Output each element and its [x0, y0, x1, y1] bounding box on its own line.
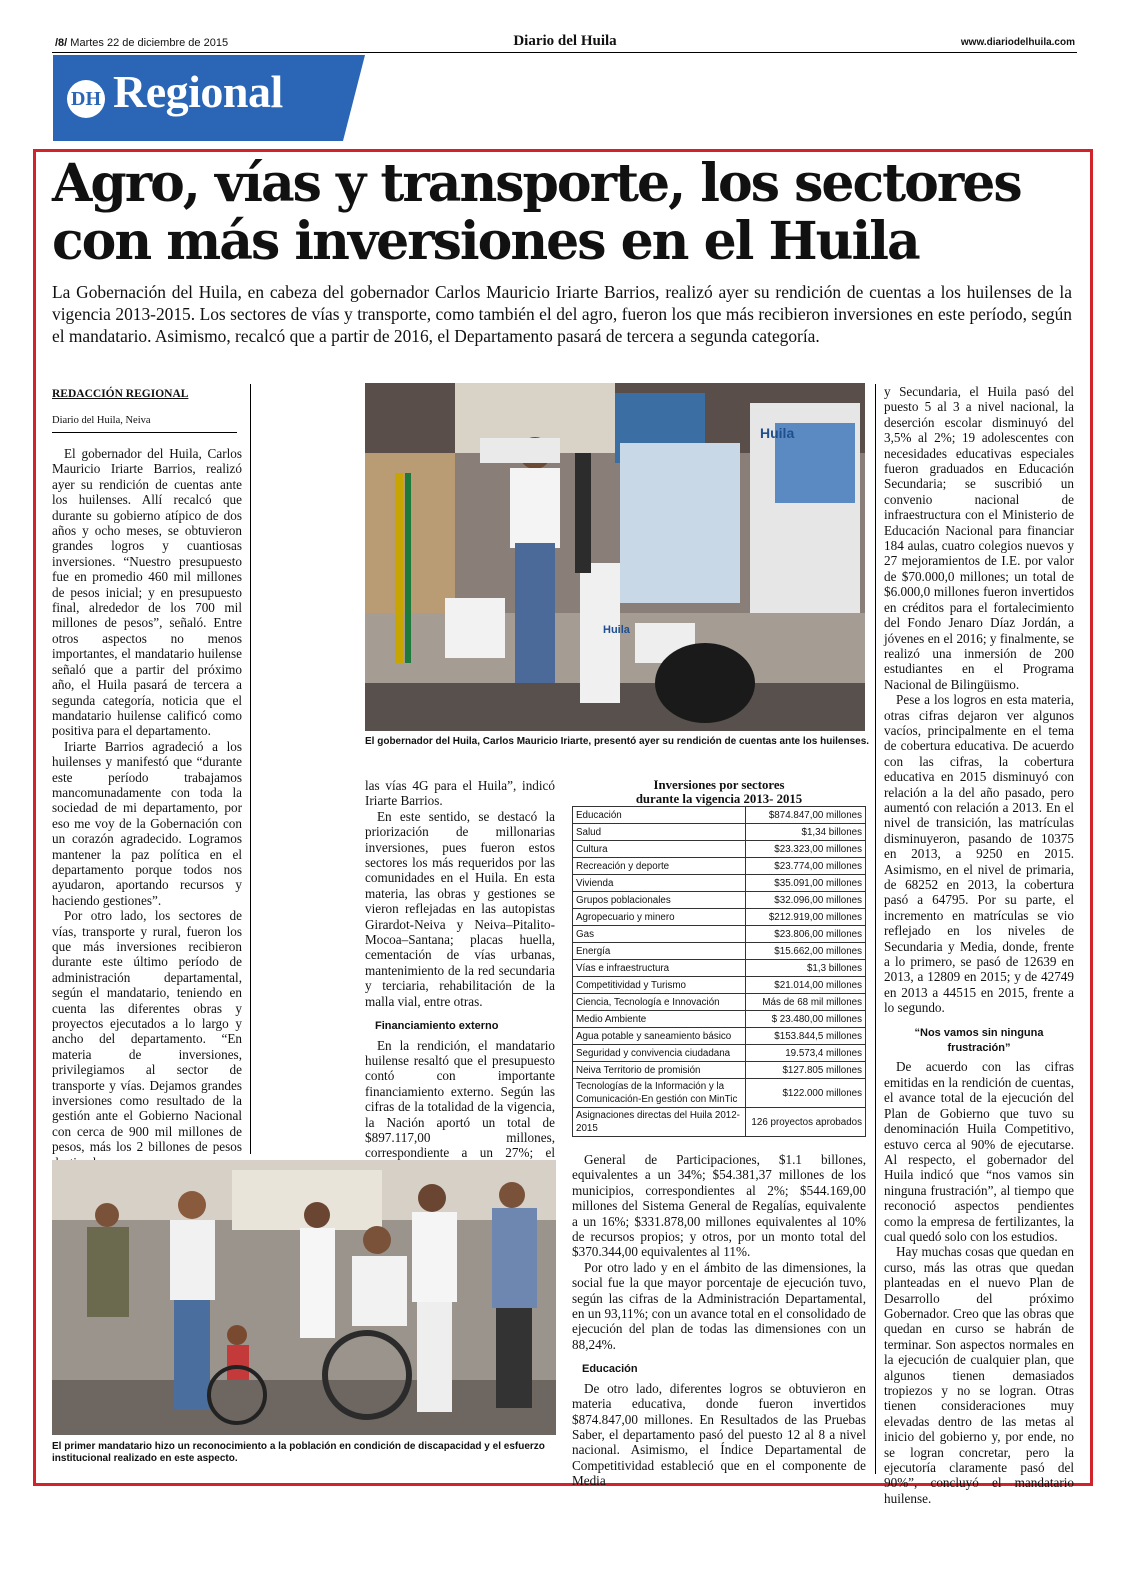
table-row [573, 977, 866, 994]
table-cell-value: 19.573,4 millones [746, 1045, 866, 1062]
table-cell-value: Más de 68 mil millones [746, 994, 866, 1011]
table-cell-sector: Seguridad y convivencia ciudadana [573, 1045, 746, 1062]
table-row [573, 858, 866, 875]
investment-table [572, 806, 866, 1137]
header-rule [52, 52, 1077, 53]
table-cell-sector: Gas [573, 926, 746, 943]
table-row [573, 1045, 866, 1062]
table-row [573, 824, 866, 841]
table-cell-sector: Salud [573, 824, 746, 841]
subheading-financiamiento: Financiamiento externo [375, 1020, 499, 1033]
table-row [573, 926, 866, 943]
article-headline: Agro, vías y transporte, los sectores con más inversiones en el Huila [52, 153, 1021, 272]
table-cell-sector: Ciencia, Tecnología e Innovación [573, 994, 746, 1011]
table-cell-value: $127.805 millones [746, 1062, 866, 1079]
governor-photo [365, 383, 865, 731]
paragraph: En la rendición, el mandatario huilense resaltó que el presupuesto contó con importante financiamiento externo. Según las cifras de la totalidad de la vigencia, la Nación aportó un total de $897.117,00 millones, correspondiente a un 27%; el [365, 1037, 555, 1161]
table-row [573, 1028, 866, 1045]
banner-fold [343, 55, 365, 141]
recognition-photo-illustration [52, 1160, 556, 1435]
table-row [573, 875, 866, 892]
column-1 [52, 446, 242, 1170]
table-cell-value: $35.091,00 millones [746, 875, 866, 892]
table-cell-sector: Tecnologías de la Información y la Comunicación-En gestión con MinTic [573, 1079, 746, 1108]
table-row [573, 1108, 866, 1137]
photo-caption: El gobernador del Huila, Carlos Mauricio Iriarte, presentó ayer su rendición de cuentas ante los huilenses. [365, 736, 870, 747]
table-cell-sector: Vías e infraestructura [573, 960, 746, 977]
column-divider [250, 384, 251, 1154]
recognition-photo [52, 1160, 556, 1435]
table-row [573, 892, 866, 909]
byline: REDACCIÓN REGIONAL [52, 388, 189, 400]
table-row [573, 960, 866, 977]
page-header [55, 33, 1075, 49]
table-row [573, 841, 866, 858]
table-cell-value: $1,3 billones [746, 960, 866, 977]
paragraph: En este sentido, se destacó la priorización de millonarias inversiones, pues fueron estos sectores los más requeridos por las comunidades en el Huila. En esta materia, las obras y gestiones se vieron reflejadas en las autopistas Girardot-Neiva y Neiva–Pitalito-Mocoa–Santana; placas huella, cementación de vías urbanas, mantenimiento de la red secundaria y terciaria, rehabilitación de la malla vial, entre otras. [365, 808, 555, 1009]
photo-podium-text: Huila [603, 624, 630, 636]
column-3 [572, 1152, 866, 1489]
table-cell-value: $212.919,00 millones [746, 909, 866, 926]
paragraph: Hay muchas cosas que quedan en curso, más las otras que quedan planteadas en el nuevo Plan de Desarrollo del próximo Gobernador. Creo que las obras que quedan en curso se habrán de terminar. Son aspectos normales en la ejecución de cualquier plan, que algunos tienen demasiados tropiezos y no se logran. Otras tienen consideraciones muy elevadas dentro de las metas al inicio del gobierno y, por ende, no se logran concretar, pero la ejecutoría claramente pasó del 90%”, concluyó el mandatario huilense. [884, 1244, 1074, 1506]
paragraph: Iriarte Barrios agradeció a los huilenses y manifestó que “durante este período trabajamos mancomunadamente con toda la sociedad de mi departamento, por eso me voy de la Gobernación con un corazón agradecido. Logramos mantener la paz política en el departamento porque todos nos ayudaron, aportando recursos y haciendo gestiones”. [52, 738, 242, 908]
column-divider [875, 384, 876, 1474]
table-cell-value: $15.662,00 millones [746, 943, 866, 960]
table-cell-sector: Cultura [573, 841, 746, 858]
article-lead: La Gobernación del Huila, en cabeza del gobernador Carlos Mauricio Iriarte Barrios, realizó ayer su rendición de cuentas a los huilenses de la vigencia 2013-2015. Los sectores de vías y transporte, como también el del agro, fueron los que más recibieron inversiones en este período, según el mandatario. Asimismo, recalcó que a partir de 2016, el Departamento pasará de tercera a segunda categoría. [52, 282, 1072, 346]
table-cell-value: $32.096,00 millones [746, 892, 866, 909]
table-cell-sector: Grupos poblacionales [573, 892, 746, 909]
table-cell-value: $23.806,00 millones [746, 926, 866, 943]
table-cell-sector: Competitividad y Turismo [573, 977, 746, 994]
table-cell-value: $874.847,00 millones [746, 807, 866, 824]
table-cell-value: $23.323,00 millones [746, 841, 866, 858]
table-cell-value: 126 proyectos aprobados [746, 1108, 866, 1137]
paper-url: www.diariodelhuila.com [960, 37, 1075, 48]
table-row [573, 1062, 866, 1079]
section-title: Regional [113, 66, 283, 117]
table-cell-value: $23.774,00 millones [746, 858, 866, 875]
issue-date: Martes 22 de diciembre de 2015 [70, 37, 229, 49]
paragraph: y Secundaria, el Huila pasó del puesto 5 al 3 a nivel nacional, la deserción escolar disminuyó del 3,5% al 2%; 19 adolescentes con necesidades educativas especiales fueron graduados en Educación Secundaria; se suscribió un convenio nacional de infraestructura con el Ministerio de Educación Nacional para financiar 184 aulas, cuatro colegios nuevos y 27 mejoramientos de I.E. por valor de $70.000,0 millones; un total de $6.000,0 millones fueron invertidos en créditos para el fortalecimiento del Fondo Jenaro Díaz Jordán, a jóvenes en el 2016; y finalmente, se realizó una inmersión de 200 estudiantes en el Programa Nacional de Bilingüismo. [884, 384, 1074, 692]
table-cell-value: $ 23.480,00 millones [746, 1011, 866, 1028]
table-row [573, 1079, 866, 1108]
table-cell-sector: Energía [573, 943, 746, 960]
table-cell-value: $21.014,00 millones [746, 977, 866, 994]
paper-name: Diario del Huila [513, 33, 617, 49]
bottom-photo-caption: El primer mandatario hizo un reconocimiento a la población en condición de discapacidad y el esfuerzo institucional realizado en este aspecto. [52, 1441, 545, 1464]
investment-table-box [572, 778, 866, 1137]
table-cell-sector: Recreación y deporte [573, 858, 746, 875]
table-row [573, 909, 866, 926]
paragraph: El gobernador del Huila, Carlos Mauricio Iriarte Barrios, realizó ayer su rendición de cuentas ante los huilenses. Allí recalcó que durante su gobierno atípico de dos años y ocho meses, se obtuvieron grandes logros y cuantiosas inversiones. “Nuestro presupuesto fue en promedio 460 mil millones de pesos inicial; y en presupuesto final, alrededor de los 700 mil millones de pesos”, señaló. Entre otros aspectos no menos importantes, el mandatario huilense señaló que a partir del próximo año, el Huila pasará de tercera a segunda categoría, noticia que el mandatario huilense calificó como positiva para el departamento. [52, 446, 242, 739]
table-cell-value: $1,34 billones [746, 824, 866, 841]
paragraph: De acuerdo con las cifras emitidas en la rendición de cuentas, el avance total de la ejecución del Plan de Gobierno que tuvo su denominación Huila Competitivo, estuvo cerca al 90% de ejecutarse. Al respecto, el gobernador del Huila indicó que “nos vamos sin ninguna frustración”, al tiempo que reconoció aspectos pendientes como la empresa de fertilizantes, la cual quedó solo con los estudios. [884, 1059, 1074, 1244]
table-title-line-2: durante la vigencia 2013- 2015 [635, 792, 803, 806]
table-row [573, 807, 866, 824]
table-title-line-1: Inversiones por sectores [653, 778, 785, 792]
column-2 [365, 778, 555, 1176]
photo-sign-text: Huila [760, 425, 795, 441]
table-row [573, 943, 866, 960]
table-cell-sector: Vivienda [573, 875, 746, 892]
table-cell-sector: Agropecuario y minero [573, 909, 746, 926]
paragraph: las vías 4G para el Huila”, indicó Iriarte Barrios. [365, 778, 555, 809]
table-row [573, 994, 866, 1011]
page-number: /8/ [55, 37, 68, 49]
subheading-frustracion: “Nos vamos sin ninguna frustración” [914, 1026, 1044, 1055]
table-cell-sector: Neiva Territorio de promisión [573, 1062, 746, 1079]
dateline: Diario del Huila, Neiva [52, 415, 151, 426]
table-cell-sector: Medio Ambiente [573, 1011, 746, 1028]
column-4 [884, 384, 1074, 1506]
paragraph: Pese a los logros en esta materia, otras cifras dejaron ver algunos vacíos, principalmente en el tema de cobertura educativa. De acuerdo con las cifras, la cobertura educativa en 2015 disminuyó con relación a la del año pasado, pero aumentó con relación a 2013. En el nivel de transición, las matrículas disminuyeron, pasando de 10375 en 2013, a 9250 en 2015. Asimismo, en el nivel de primaria, de 68252 en 2013, la cobertura pasó a 64795. Por su parte, el incremento en matrículas se vio reflejado en los niveles de Secundaria y Media, donde, frente a lo primero, se pasó de 12639 en 2013, a 12809 en 2015; y de 42749 en 2013 a 44515 en 2015, frente a lo segundo. [884, 692, 1074, 1016]
table-cell-sector: Educación [573, 807, 746, 824]
governor-photo-illustration [365, 383, 865, 731]
table-cell-sector: Agua potable y saneamiento básico [573, 1028, 746, 1045]
byline-rule [52, 432, 237, 433]
subheading-educacion: Educación [582, 1363, 638, 1376]
table-cell-value: $122.000 millones [746, 1079, 866, 1108]
paragraph: De otro lado, diferentes logros se obtuvieron en materia educativa, donde fueron invertidos $874.847,00 millones. En Resultados de las Pruebas Saber, el departamento pasó del puesto 12 al 8 a nivel nacional. Asimismo, el Índice Departamental de Competitividad estableció que en el componente de Media [572, 1380, 866, 1489]
section-banner [53, 55, 343, 141]
paragraph: Por otro lado y en el ámbito de las dimensiones, la social fue la que mayor porcentaje de ejecución tuvo, según las cifras de la Administración Departamental, en un 93,11%; con un avance total en el consolidado de ejecución del plan de todas las dimensiones con un 88,24%. [572, 1259, 866, 1352]
table-row [573, 1011, 866, 1028]
table-cell-sector: Asignaciones directas del Huila 2012-2015 [573, 1108, 746, 1137]
paragraph: General de Participaciones, $1.1 billones, equivalentes a un 34%; $54.381,37 millones de los municipios, correspondientes al 2%; $544.169,00 millones del Sistema General de Regalías, equivalente a un 16%; $331.878,00 millones equivalentes al 10% de recursos propios; y otros, por un monto total del $370.344,00 equivalentes al 11%. [572, 1152, 866, 1260]
section-logo-badge: DH [67, 80, 105, 118]
table-cell-value: $153.844,5 millones [746, 1028, 866, 1045]
paragraph: Por otro lado, los sectores de vías, transporte y rural, fueron los que más inversiones recibieron durante este último período de administración departamental, según el mandatario, teniendo en cuenta las diferentes obras y proyectos ejecutados a lo largo y ancho del departamento. “En materia de inversiones, privilegiamos al sector de transporte y vías. Dejamos grandes inversiones como resultado de la gestión ante el Gobierno Nacional con cerca de 900 mil millones de pesos, más los 2 billones de pesos [52, 908, 242, 1155]
